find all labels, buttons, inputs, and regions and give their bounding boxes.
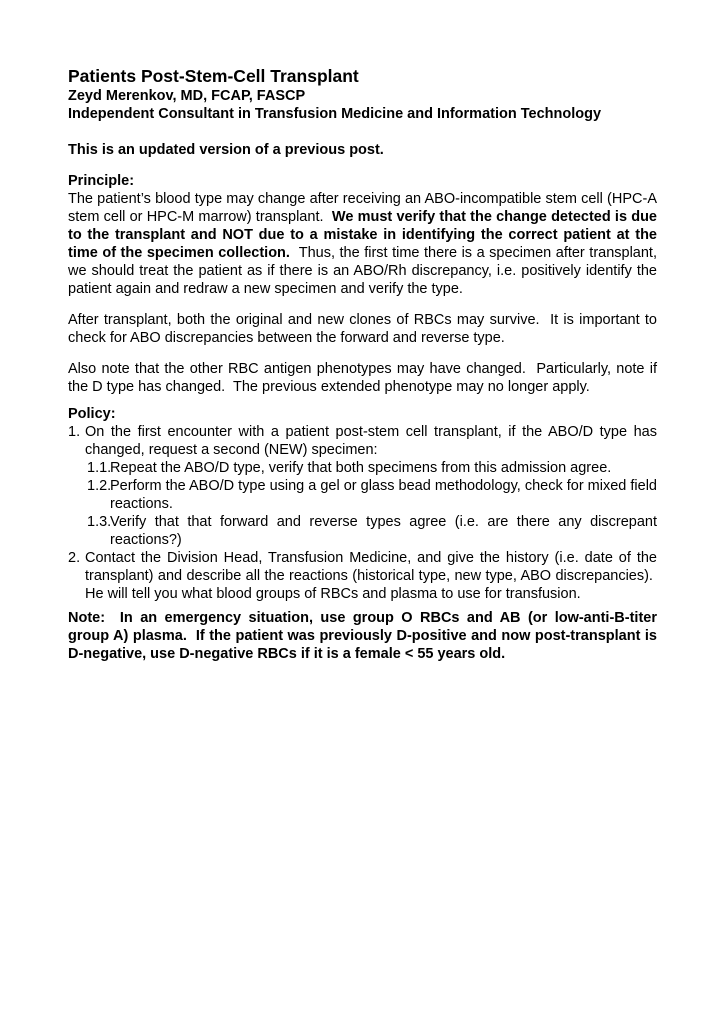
policy-item-2-number: 2. [68, 550, 81, 566]
policy-item-1-3-number: 1.3. [87, 514, 112, 530]
policy-item-1-3-text: Verify that that forward and reverse types agree (i.e. are there any discrepant reactions?) [110, 514, 657, 548]
principle-paragraph [68, 190, 657, 298]
emergency-note: Note: In an emergency situation, use group O RBCs and AB (or low-anti-B-titer group A) plasma. If the patient was previously D-positive and now post-transplant is D-negative, use D-negative RBCs if it is a female < 55 years old. [68, 610, 657, 662]
phenotype-paragraph: Also note that the other RBC antigen phenotypes may have changed. Particularly, note if the D type has changed. The previous extended phenotype may no longer apply. [68, 361, 657, 395]
policy-item-1-1 [68, 459, 657, 477]
policy-item-1-2 [68, 477, 657, 513]
policy-item-1-text: On the first encounter with a patient post-stem cell transplant, if the ABO/D type has changed, request a second (NEW) specimen: [85, 424, 657, 458]
document-content [68, 65, 657, 663]
policy-item-1-1-number: 1.1. [87, 460, 112, 476]
policy-item-1 [68, 423, 657, 459]
principle-run-bold: We must verify that the change detected is due to the transplant and NOT due to a mistake in identifying the correct patient at the time of the specimen collection. [68, 209, 657, 261]
policy-item-1-1-text: Repeat the ABO/D type, verify that both specimens from this admission agree. [110, 460, 612, 476]
policy-item-2-text: Contact the Division Head, Transfusion Medicine, and give the history (i.e. date of the transplant) and describe all the reactions (historical type, new type, ABO discrepancies). He will tell you what blood groups of RBCs and plasma to use for transfusion. [85, 550, 657, 602]
principle-run-normal-1: The patient’s blood type may change after receiving an ABO-incompatible stem cell (HPC-A stem cell or HPC-M marrow) transplant. [68, 191, 657, 225]
author-line: Zeyd Merenkov, MD, FCAP, FASCP [68, 88, 306, 104]
policy-item-1-2-text: Perform the ABO/D type using a gel or glass bead methodology, check for mixed field reactions. [110, 478, 657, 512]
clones-paragraph: After transplant, both the original and new clones of RBCs may survive. It is important to check for ABO discrepancies between the forward and reverse type. [68, 312, 657, 346]
policy-heading: Policy: [68, 406, 116, 422]
policy-item-1-2-number: 1.2. [87, 478, 112, 494]
policy-item-2 [68, 549, 657, 603]
principle-run-normal-2: Thus, the first time there is a specimen after transplant, we should treat the patient as if there is an ABO/Rh discrepancy, i.e. positively identify the patient again and redraw a new specimen and verify the type. [68, 245, 657, 297]
principle-heading: Principle: [68, 173, 135, 189]
policy-item-1-number: 1. [68, 424, 81, 440]
policy-item-1-3 [68, 513, 657, 549]
author-role-line: Independent Consultant in Transfusion Medicine and Information Technology [68, 106, 602, 122]
document-title: Patients Post-Stem-Cell Transplant [68, 66, 359, 86]
update-note: This is an updated version of a previous post. [68, 142, 384, 158]
